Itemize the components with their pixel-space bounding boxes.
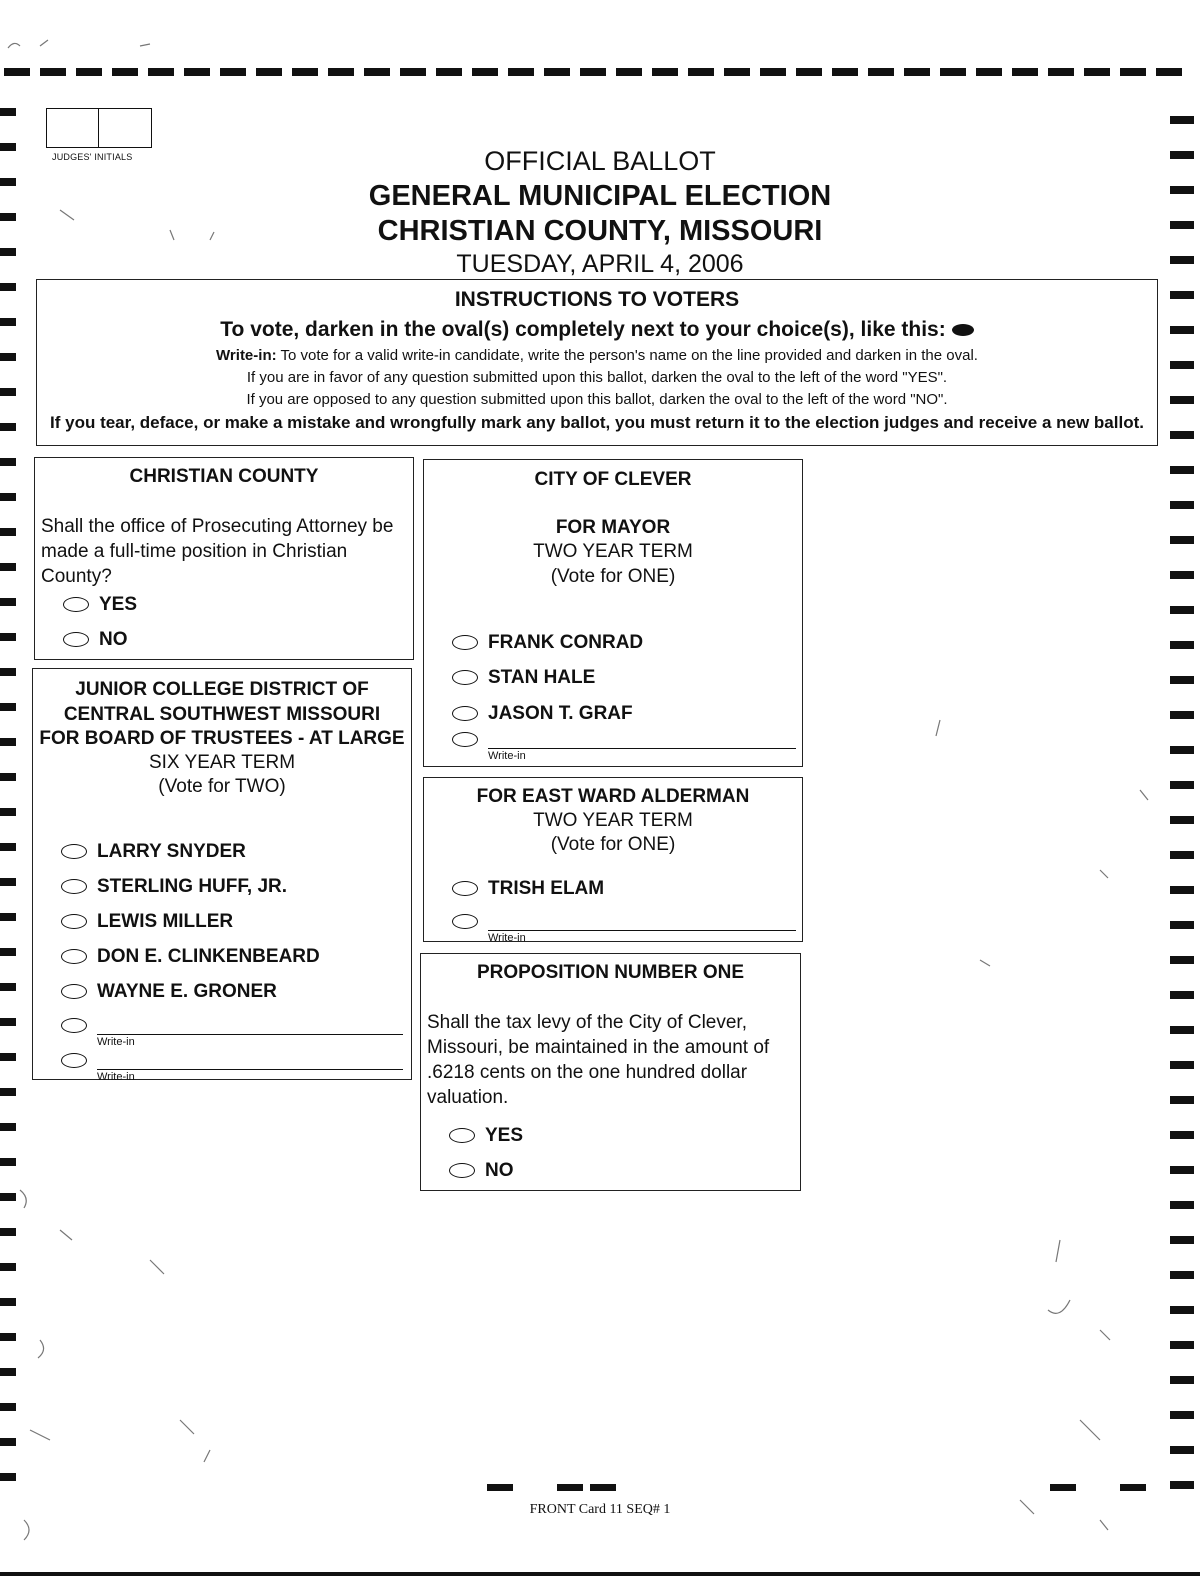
- candidate-name: DON E. CLINKENBEARD: [97, 946, 320, 967]
- instructions-favor: If you are in favor of any question submitted upon this ballot, darken the oval to the left of the word "YES".: [246, 369, 948, 386]
- instructions-main-text: To vote, darken in the oval(s) completely next to your choice(s), like this:: [220, 318, 946, 341]
- instructions-title: INSTRUCTIONS TO VOTERS: [454, 288, 740, 311]
- writein-label: Write-in:: [216, 347, 277, 364]
- writein-label: Write-in: [97, 1071, 135, 1083]
- candidate-name: WAYNE E. GRONER: [97, 981, 277, 1002]
- writein-label: Write-in: [97, 1036, 135, 1048]
- county-title: CHRISTIAN COUNTY, MISSOURI: [377, 215, 823, 247]
- candidate-name: JASON T. GRAF: [488, 703, 633, 724]
- vote-for-text: (Vote for ONE): [550, 834, 676, 855]
- writein-label: Write-in: [488, 932, 526, 944]
- question-line: made a full-time position in Christian County?: [41, 541, 348, 587]
- option-label: YES: [485, 1125, 524, 1146]
- candidate-name: FRANK CONRAD: [488, 632, 644, 653]
- election-title: GENERAL MUNICIPAL ELECTION: [368, 180, 832, 212]
- writein-label: Write-in: [488, 750, 526, 762]
- instructions-opposed: If you are opposed to any question submitted upon this ballot, darken the oval to the left of the word "NO".: [246, 391, 948, 408]
- candidate-name: STAN HALE: [488, 667, 596, 688]
- card-sequence-footer: FRONT Card 11 SEQ# 1: [529, 1502, 671, 1517]
- ballot-type-title: OFFICIAL BALLOT: [484, 146, 716, 176]
- candidate-name: LEWIS MILLER: [97, 911, 234, 932]
- contest-title-line: JUNIOR COLLEGE DISTRICT OF: [75, 679, 369, 700]
- term-text: TWO YEAR TERM: [533, 810, 693, 831]
- judges-initials-label: JUDGES' INITIALS: [52, 152, 133, 162]
- candidate-name: TRISH ELAM: [488, 878, 605, 899]
- term-text: SIX YEAR TERM: [148, 752, 296, 773]
- office-title: FOR EAST WARD ALDERMAN: [476, 786, 750, 807]
- office-title: FOR MAYOR: [555, 517, 671, 538]
- contest-title-line: CENTRAL SOUTHWEST MISSOURI: [63, 704, 381, 725]
- contest-title: CITY OF CLEVER: [534, 469, 692, 490]
- question-line: .6218 cents on the one hundred dollar: [427, 1062, 748, 1083]
- vote-for-text: (Vote for TWO): [158, 776, 286, 797]
- contest-title-line: FOR BOARD OF TRUSTEES - AT LARGE: [39, 728, 405, 749]
- option-label: NO: [485, 1160, 514, 1181]
- instructions-mistake: If you tear, deface, or make a mistake and wrongfully mark any ballot, you must return it to the election judges and receive a new ballot.: [50, 413, 1144, 432]
- contest-title: CHRISTIAN COUNTY: [129, 466, 319, 487]
- term-text: TWO YEAR TERM: [533, 541, 693, 562]
- question-line: Shall the tax levy of the City of Clever,: [427, 1012, 747, 1033]
- candidate-name: STERLING HUFF, JR.: [97, 876, 288, 897]
- question-line: Shall the office of Prosecuting Attorney be: [41, 516, 394, 537]
- candidate-name: LARRY SNYDER: [97, 841, 246, 862]
- option-label: NO: [99, 629, 128, 650]
- election-date: TUESDAY, APRIL 4, 2006: [456, 250, 744, 278]
- contest-title: PROPOSITION NUMBER ONE: [476, 962, 745, 983]
- question-line: valuation.: [427, 1087, 509, 1108]
- vote-for-text: (Vote for ONE): [550, 566, 676, 587]
- option-label: YES: [99, 594, 138, 615]
- writein-instruction: To vote for a valid write-in candidate, write the person's name on the line provided and darken in the oval.: [280, 347, 978, 364]
- question-line: Missouri, be maintained in the amount of: [427, 1037, 770, 1058]
